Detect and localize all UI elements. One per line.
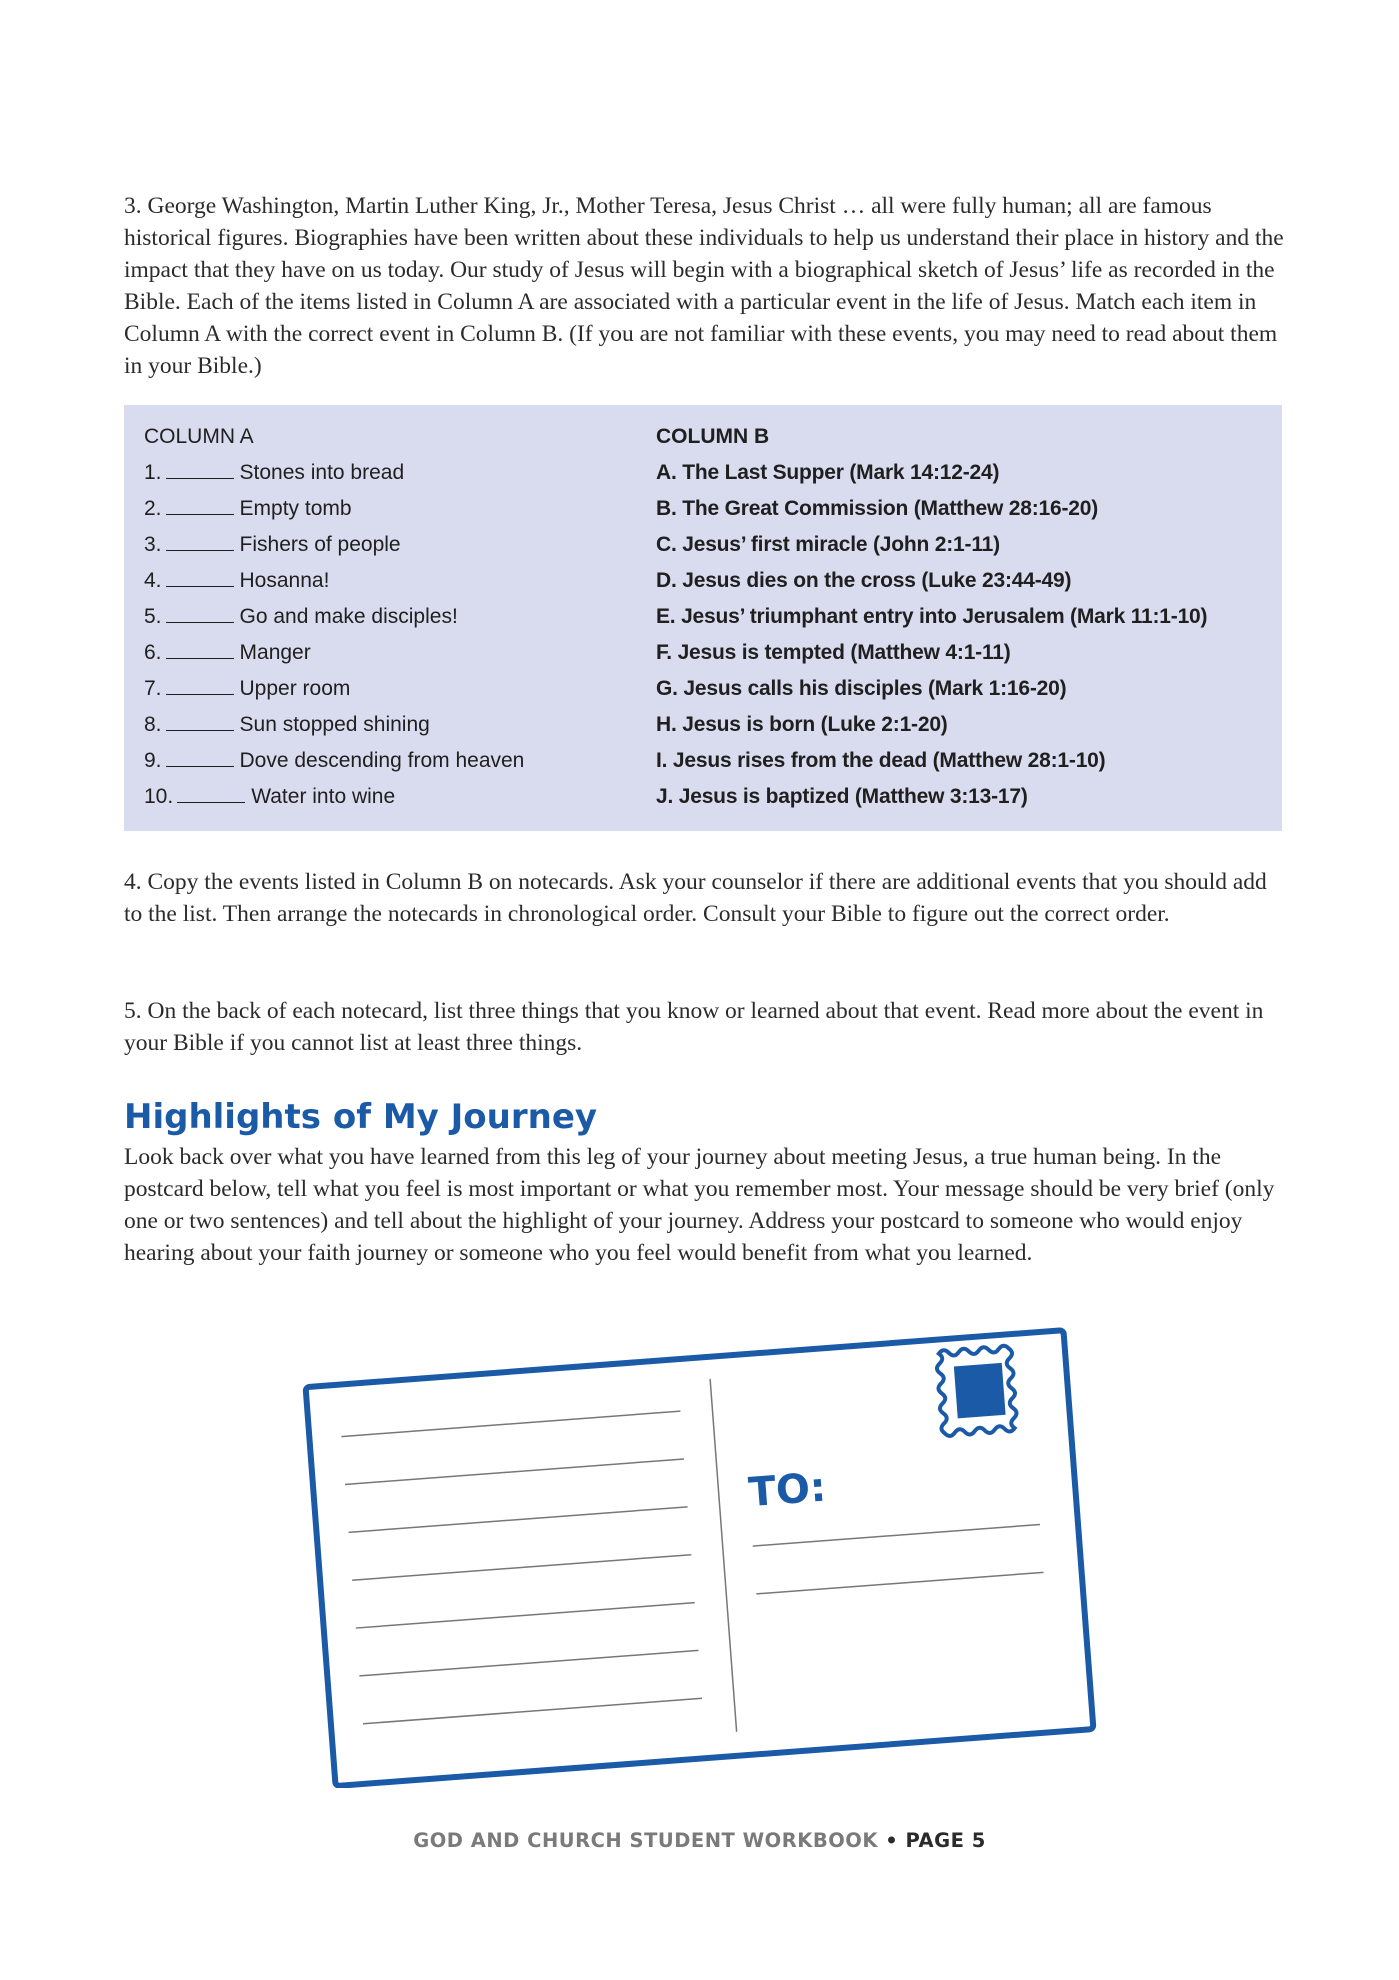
column-a-item [144, 527, 624, 563]
column-a-item [144, 707, 624, 743]
item-number: 8. [144, 713, 162, 736]
column-a [144, 419, 624, 815]
column-b-event: J. Jesus is baptized (Matthew 3:13-17) [656, 785, 1028, 808]
column-a-list [144, 455, 624, 815]
item-number: 6. [144, 641, 162, 664]
stamp-icon [936, 1345, 1018, 1436]
to-label: TO: [747, 1464, 828, 1517]
column-b-event: D. Jesus dies on the cross (Luke 23:44-49) [656, 569, 1072, 592]
item-number: 9. [144, 749, 162, 772]
column-b-event: B. The Great Commission (Matthew 28:16-20) [656, 497, 1099, 520]
answer-blank[interactable] [166, 566, 234, 587]
item-text: Go and make disciples! [239, 605, 458, 628]
column-b [656, 419, 1276, 815]
column-b-event: F. Jesus is tempted (Matthew 4:1-11) [656, 641, 1011, 664]
column-b-event: E. Jesus’ triumphant entry into Jerusalem (Mark 11:1-10) [656, 605, 1208, 628]
column-b-event: H. Jesus is born (Luke 2:1-20) [656, 713, 948, 736]
item-number: 10. [144, 785, 174, 808]
item-number: 3. [144, 533, 162, 556]
answer-blank[interactable] [166, 458, 234, 479]
item-number: 1. [144, 461, 162, 484]
column-b-header: COLUMN B [656, 425, 770, 448]
item-text: Hosanna! [239, 569, 330, 592]
item-number: 7. [144, 677, 162, 700]
column-a-item [144, 563, 624, 599]
answer-blank[interactable] [166, 710, 234, 731]
matching-exercise-box [124, 405, 1282, 831]
answer-blank[interactable] [166, 674, 234, 695]
item-text: Empty tomb [239, 497, 352, 520]
item-text: Manger [239, 641, 311, 664]
footer-title: GOD AND CHURCH STUDENT WORKBOOK [413, 1829, 878, 1852]
column-a-item [144, 779, 624, 815]
column-a-item [144, 671, 624, 707]
column-a-header: COLUMN A [144, 425, 254, 448]
item-text: Water into wine [251, 785, 396, 808]
answer-blank[interactable] [166, 494, 234, 515]
column-a-item [144, 599, 624, 635]
item-text: Upper room [239, 677, 351, 700]
answer-blank[interactable] [166, 746, 234, 767]
postcard-illustration [290, 1288, 1110, 1788]
question-4-text: 4. Copy the events listed in Column B on notecards. Ask your counselor if there are additional events that you should add to the list. Then arrange the notecards in chronological order. Consult your Bible to figure out the correct order. [124, 869, 1267, 927]
question-3-text: 3. George Washington, Martin Luther King, Jr., Mother Teresa, Jesus Christ … all were fully human; all are famous historical figures. Biographies have been written about these individuals to help us understand their place in history and the impact that they have on us today. Our study of Jesus will begin with a biographical sketch of Jesus’ life as recorded in the Bible. Each of the items listed in Column A are associated with a particular event in the life of Jesus. Match each item in Column A with the correct event in Column B. (If you are not familiar with these events, you may need to read about them in your Bible.) [124, 193, 1284, 379]
footer-separator: • [885, 1829, 899, 1852]
answer-blank[interactable] [166, 638, 234, 659]
column-b-event: I. Jesus rises from the dead (Matthew 28:1-10) [656, 749, 1106, 772]
column-a-item [144, 455, 624, 491]
column-b-event: G. Jesus calls his disciples (Mark 1:16-20) [656, 677, 1067, 700]
item-number: 2. [144, 497, 162, 520]
column-a-item [144, 491, 624, 527]
question-5-text: 5. On the back of each notecard, list three things that you know or learned about that event. Read more about the event in your Bible if you cannot list at least three things. [124, 998, 1264, 1056]
item-text: Sun stopped shining [239, 713, 430, 736]
section-title: Highlights of My Journey [124, 1097, 598, 1137]
column-a-item [144, 743, 624, 779]
column-b-list [656, 455, 1276, 815]
answer-blank[interactable] [166, 602, 234, 623]
item-text: Stones into bread [239, 461, 405, 484]
column-a-item [144, 635, 624, 671]
item-text: Dove descending from heaven [239, 749, 525, 772]
page-footer [0, 1829, 1399, 1852]
item-text: Fishers of people [239, 533, 401, 556]
item-number: 5. [144, 605, 162, 628]
column-b-event: A. The Last Supper (Mark 14:12-24) [656, 461, 1000, 484]
page-number: PAGE 5 [905, 1829, 986, 1852]
answer-blank[interactable] [166, 530, 234, 551]
highlights-instructions: Look back over what you have learned from this leg of your journey about meeting Jesus, a true human being. In the postcard below, tell what you feel is most important or what you remember most. Your message should be very brief (only one or two sentences) and tell about the highlight of your journey. Address your postcard to someone who would enjoy hearing about your faith journey or someone who you feel would benefit from what you learned. [124, 1144, 1275, 1266]
item-number: 4. [144, 569, 162, 592]
column-b-event: C. Jesus’ first miracle (John 2:1-11) [656, 533, 1000, 556]
answer-blank[interactable] [177, 782, 245, 803]
